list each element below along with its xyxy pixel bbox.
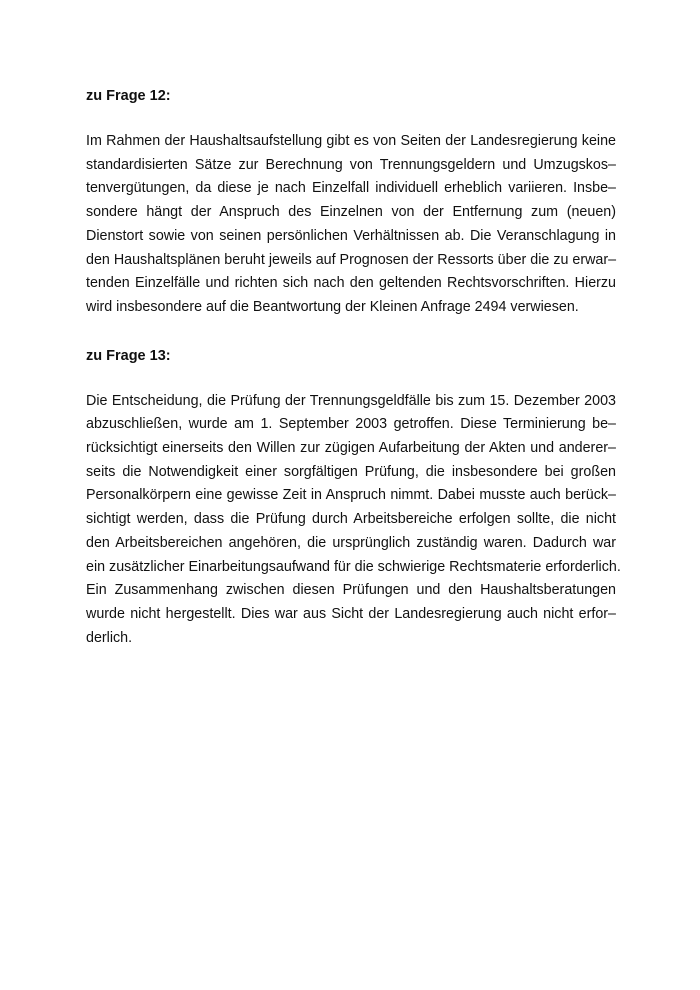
text-line: Im Rahmen der Haushaltsaufstellung gibt es von Seiten der Landesregierung keine [86,133,616,149]
section-heading-frage-13: zu Frage 13: [86,347,171,364]
answer-paragraph-frage-12 [86,130,616,320]
text-line: Ein Zusammenhang zwischen diesen Prüfungen und den Haushaltsberatungen [86,582,616,599]
text-line: Dienstort sowie von seinen persönlichen Verhältnissen ab. Die Veranschlagung in [86,227,616,244]
text-line: Personalkörpern eine gewisse Zeit in Anspruch nimmt. Dabei musste auch berück– [86,487,616,504]
text-line: sondere hängt der Anspruch des Einzelnen von der Entfernung zum (neuen) [86,204,616,221]
section-heading-frage-12: zu Frage 12: [86,88,171,104]
text-line: den Arbeitsbereichen angehören, die ursprünglich zuständig waren. Dadurch war [86,534,616,551]
text-line: rücksichtigt einerseits den Willen zur zügigen Aufarbeitung der Akten und anderer– [86,440,616,457]
text-line: derlich. [86,629,133,646]
answer-paragraph-frage-13 [86,390,621,651]
document-page [86,84,621,650]
text-line: sichtigt werden, dass die Prüfung durch Arbeitsbereiche erfolgen sollte, die nicht [86,511,616,528]
text-line: wurde nicht hergestellt. Dies war aus Sicht der Landesregierung auch nicht erfor– [86,605,616,622]
text-line: seits die Notwendigkeit einer sorgfältigen Prüfung, die insbesondere bei großen [86,463,616,480]
text-line: ein zusätzlicher Einarbeitungsaufwand für die schwierige Rechtsmaterie erforderlich. [86,558,621,575]
text-line: abzuschließen, wurde am 1. September 2003 getroffen. Diese Terminierung be– [86,416,616,433]
text-line: standardisierten Sätze zur Berechnung von Trennungsgeldern und Umzugskos– [86,156,616,173]
text-line: Die Entscheidung, die Prüfung der Trennungsgeldfälle bis zum 15. Dezember 2003 [86,392,616,409]
text-line: den Haushaltsplänen beruht jeweils auf Prognosen der Ressorts über die zu erwar– [86,251,617,268]
text-line: wird insbesondere auf die Beantwortung der Kleinen Anfrage 2494 verwiesen. [86,298,579,315]
text-line: tenvergütungen, da diese je nach Einzelfall individuell erheblich variieren. Insbe– [86,180,616,197]
text-line: tenden Einzelfälle und richten sich nach den geltenden Rechtsvorschriften. Hierzu [86,275,616,292]
